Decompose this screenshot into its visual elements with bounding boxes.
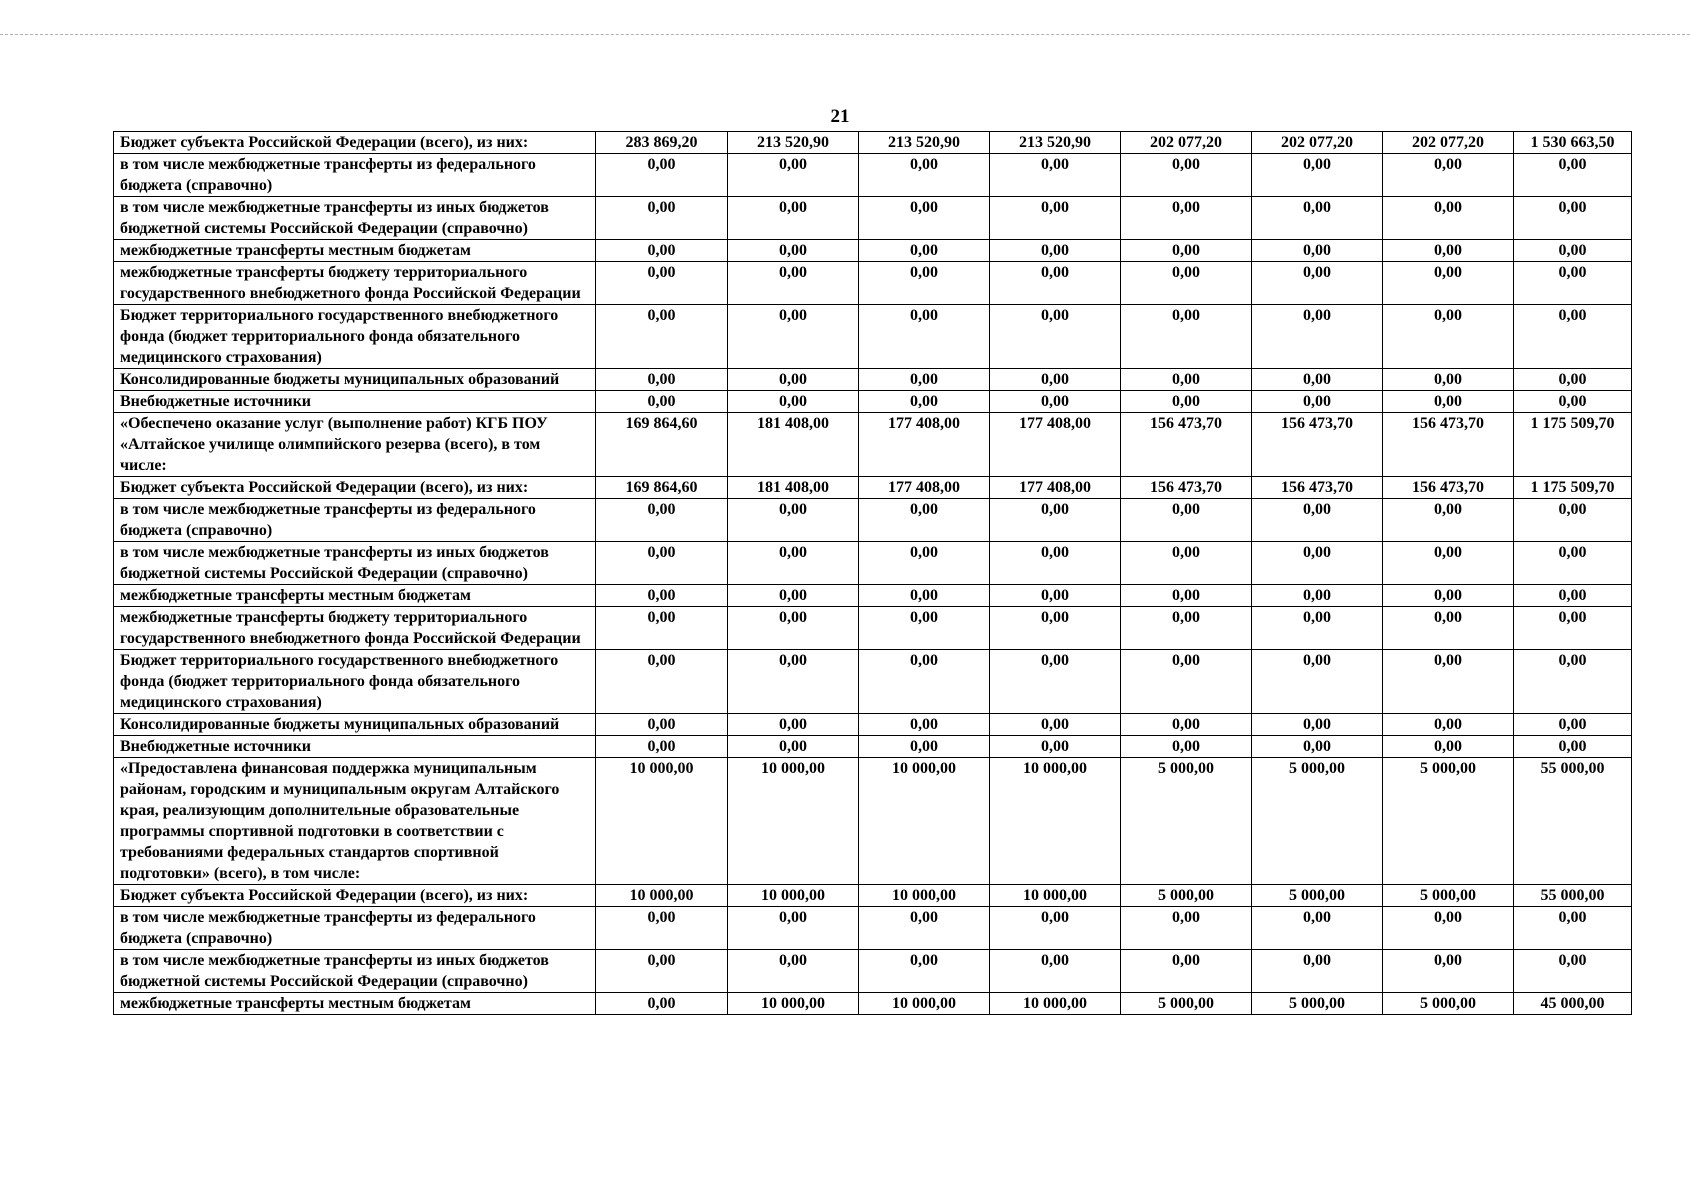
value-cell: 0,00	[728, 585, 859, 607]
value-cell: 0,00	[596, 607, 728, 650]
value-cell: 0,00	[1121, 240, 1252, 262]
value-cell: 0,00	[859, 736, 990, 758]
value-cell: 1 530 663,50	[1514, 132, 1632, 154]
value-cell: 177 408,00	[990, 477, 1121, 499]
value-cell: 5 000,00	[1252, 758, 1383, 885]
row-label: в том числе межбюджетные трансферты из иных бюджетов бюджетной системы Российской Федерации (справочно)	[114, 197, 596, 240]
value-cell: 0,00	[596, 907, 728, 950]
value-cell: 0,00	[728, 369, 859, 391]
value-cell: 0,00	[1514, 197, 1632, 240]
table-row	[114, 305, 1632, 369]
value-cell: 0,00	[596, 391, 728, 413]
value-cell: 0,00	[859, 585, 990, 607]
value-cell: 10 000,00	[859, 993, 990, 1015]
value-cell: 0,00	[728, 240, 859, 262]
value-cell: 10 000,00	[728, 993, 859, 1015]
value-cell: 0,00	[859, 262, 990, 305]
value-cell: 177 408,00	[990, 413, 1121, 477]
value-cell: 5 000,00	[1121, 993, 1252, 1015]
value-cell: 10 000,00	[728, 758, 859, 885]
value-cell: 0,00	[1514, 585, 1632, 607]
value-cell: 0,00	[596, 950, 728, 993]
table-row	[114, 262, 1632, 305]
row-label: межбюджетные трансферты бюджету территориального государственного внебюджетного фонда Российской Федерации	[114, 262, 596, 305]
value-cell: 0,00	[596, 736, 728, 758]
row-label: межбюджетные трансферты местным бюджетам	[114, 993, 596, 1015]
value-cell: 5 000,00	[1121, 758, 1252, 885]
value-cell: 213 520,90	[728, 132, 859, 154]
value-cell: 0,00	[1252, 650, 1383, 714]
table-row	[114, 585, 1632, 607]
value-cell: 10 000,00	[596, 758, 728, 885]
value-cell: 0,00	[1383, 585, 1514, 607]
value-cell: 0,00	[728, 650, 859, 714]
table-row	[114, 197, 1632, 240]
value-cell: 0,00	[1252, 305, 1383, 369]
table-row	[114, 240, 1632, 262]
row-label: межбюджетные трансферты местным бюджетам	[114, 240, 596, 262]
value-cell: 0,00	[990, 585, 1121, 607]
value-cell: 0,00	[1383, 197, 1514, 240]
row-label: Внебюджетные источники	[114, 391, 596, 413]
value-cell: 0,00	[990, 391, 1121, 413]
value-cell: 0,00	[596, 197, 728, 240]
value-cell: 0,00	[1121, 499, 1252, 542]
value-cell: 0,00	[1121, 714, 1252, 736]
value-cell: 0,00	[596, 262, 728, 305]
value-cell: 0,00	[1383, 369, 1514, 391]
value-cell: 10 000,00	[859, 885, 990, 907]
value-cell: 0,00	[1514, 607, 1632, 650]
value-cell: 0,00	[1252, 950, 1383, 993]
value-cell: 0,00	[1514, 907, 1632, 950]
value-cell: 5 000,00	[1252, 885, 1383, 907]
table-row	[114, 714, 1632, 736]
value-cell: 181 408,00	[728, 477, 859, 499]
value-cell: 0,00	[1514, 714, 1632, 736]
value-cell: 1 175 509,70	[1514, 477, 1632, 499]
value-cell: 0,00	[990, 369, 1121, 391]
row-label: «Предоставлена финансовая поддержка муниципальным районам, городским и муниципальным округам Алтайского края, реализующим дополнительные образовательные программы спортивной подготовки в соответствии с требованиями федеральных стандартов спортивной подготовки» (всего), в том числе:	[114, 758, 596, 885]
value-cell: 55 000,00	[1514, 885, 1632, 907]
value-cell: 0,00	[990, 907, 1121, 950]
value-cell: 0,00	[1383, 714, 1514, 736]
value-cell: 0,00	[596, 369, 728, 391]
table-row	[114, 154, 1632, 197]
value-cell: 0,00	[990, 714, 1121, 736]
value-cell: 0,00	[1514, 736, 1632, 758]
row-label: Бюджет субъекта Российской Федерации (всего), из них:	[114, 885, 596, 907]
row-label: Бюджет территориального государственного внебюджетного фонда (бюджет территориального фонда обязательного медицинского страхования)	[114, 650, 596, 714]
row-label: «Обеспечено оказание услуг (выполнение работ) КГБ ПОУ «Алтайское училище олимпийского резерва (всего), в том числе:	[114, 413, 596, 477]
value-cell: 0,00	[1383, 305, 1514, 369]
value-cell: 0,00	[859, 950, 990, 993]
value-cell: 0,00	[859, 197, 990, 240]
value-cell: 181 408,00	[728, 413, 859, 477]
value-cell: 0,00	[1383, 499, 1514, 542]
value-cell: 156 473,70	[1383, 413, 1514, 477]
row-label: межбюджетные трансферты местным бюджетам	[114, 585, 596, 607]
value-cell: 0,00	[1121, 262, 1252, 305]
value-cell: 0,00	[1514, 650, 1632, 714]
value-cell: 0,00	[1121, 585, 1252, 607]
value-cell: 0,00	[728, 542, 859, 585]
value-cell: 0,00	[1121, 391, 1252, 413]
table-row	[114, 993, 1632, 1015]
value-cell: 0,00	[990, 650, 1121, 714]
value-cell: 0,00	[1514, 391, 1632, 413]
value-cell: 0,00	[728, 391, 859, 413]
value-cell: 0,00	[1514, 154, 1632, 197]
value-cell: 0,00	[1514, 542, 1632, 585]
table-row	[114, 950, 1632, 993]
value-cell: 0,00	[859, 240, 990, 262]
value-cell: 0,00	[596, 650, 728, 714]
value-cell: 213 520,90	[990, 132, 1121, 154]
value-cell: 0,00	[990, 736, 1121, 758]
value-cell: 213 520,90	[859, 132, 990, 154]
value-cell: 10 000,00	[596, 885, 728, 907]
row-label: Консолидированные бюджеты муниципальных образований	[114, 369, 596, 391]
row-label: Бюджет территориального государственного внебюджетного фонда (бюджет территориального фонда обязательного медицинского страхования)	[114, 305, 596, 369]
value-cell: 0,00	[1121, 154, 1252, 197]
value-cell: 202 077,20	[1252, 132, 1383, 154]
value-cell: 0,00	[1252, 499, 1383, 542]
table-row	[114, 499, 1632, 542]
value-cell: 0,00	[859, 650, 990, 714]
value-cell: 0,00	[1252, 585, 1383, 607]
value-cell: 0,00	[1383, 154, 1514, 197]
value-cell: 0,00	[728, 736, 859, 758]
value-cell: 0,00	[1252, 736, 1383, 758]
value-cell: 0,00	[1514, 950, 1632, 993]
value-cell: 0,00	[990, 950, 1121, 993]
value-cell: 0,00	[859, 305, 990, 369]
budget-table	[113, 131, 1632, 1015]
value-cell: 0,00	[859, 499, 990, 542]
value-cell: 0,00	[1252, 542, 1383, 585]
value-cell: 5 000,00	[1121, 885, 1252, 907]
value-cell: 202 077,20	[1383, 132, 1514, 154]
value-cell: 0,00	[859, 391, 990, 413]
value-cell: 156 473,70	[1252, 413, 1383, 477]
table-row	[114, 477, 1632, 499]
row-label: межбюджетные трансферты бюджету территориального государственного внебюджетного фонда Российской Федерации	[114, 607, 596, 650]
value-cell: 0,00	[1252, 714, 1383, 736]
value-cell: 10 000,00	[990, 885, 1121, 907]
value-cell: 0,00	[990, 305, 1121, 369]
value-cell: 156 473,70	[1121, 477, 1252, 499]
value-cell: 0,00	[1514, 369, 1632, 391]
value-cell: 283 869,20	[596, 132, 728, 154]
value-cell: 10 000,00	[859, 758, 990, 885]
table-row	[114, 542, 1632, 585]
value-cell: 0,00	[1121, 907, 1252, 950]
value-cell: 0,00	[596, 305, 728, 369]
value-cell: 0,00	[1121, 197, 1252, 240]
table-row	[114, 369, 1632, 391]
value-cell: 0,00	[1121, 542, 1252, 585]
value-cell: 0,00	[990, 240, 1121, 262]
value-cell: 0,00	[728, 305, 859, 369]
value-cell: 0,00	[1383, 391, 1514, 413]
value-cell: 55 000,00	[1514, 758, 1632, 885]
table-row	[114, 607, 1632, 650]
value-cell: 0,00	[859, 714, 990, 736]
row-label: Бюджет субъекта Российской Федерации (всего), из них:	[114, 132, 596, 154]
value-cell: 10 000,00	[728, 885, 859, 907]
value-cell: 0,00	[728, 499, 859, 542]
value-cell: 202 077,20	[1121, 132, 1252, 154]
value-cell: 0,00	[596, 585, 728, 607]
value-cell: 5 000,00	[1383, 885, 1514, 907]
value-cell: 169 864,60	[596, 477, 728, 499]
value-cell: 0,00	[1121, 736, 1252, 758]
value-cell: 156 473,70	[1252, 477, 1383, 499]
value-cell: 45 000,00	[1514, 993, 1632, 1015]
value-cell: 0,00	[1514, 262, 1632, 305]
value-cell: 0,00	[1514, 499, 1632, 542]
value-cell: 0,00	[1252, 154, 1383, 197]
row-label: Бюджет субъекта Российской Федерации (всего), из них:	[114, 477, 596, 499]
value-cell: 5 000,00	[1252, 993, 1383, 1015]
table-row	[114, 650, 1632, 714]
table-row	[114, 907, 1632, 950]
value-cell: 0,00	[990, 262, 1121, 305]
value-cell: 0,00	[1383, 907, 1514, 950]
table-row	[114, 736, 1632, 758]
value-cell: 0,00	[990, 197, 1121, 240]
value-cell: 0,00	[596, 542, 728, 585]
value-cell: 0,00	[1383, 240, 1514, 262]
row-label: Консолидированные бюджеты муниципальных образований	[114, 714, 596, 736]
value-cell: 0,00	[728, 262, 859, 305]
table-row	[114, 132, 1632, 154]
value-cell: 0,00	[1121, 650, 1252, 714]
value-cell: 0,00	[1252, 262, 1383, 305]
row-label: Внебюджетные источники	[114, 736, 596, 758]
value-cell: 0,00	[596, 714, 728, 736]
table-row	[114, 885, 1632, 907]
value-cell: 10 000,00	[990, 993, 1121, 1015]
value-cell: 0,00	[990, 499, 1121, 542]
value-cell: 177 408,00	[859, 477, 990, 499]
value-cell: 156 473,70	[1121, 413, 1252, 477]
row-label: в том числе межбюджетные трансферты из федерального бюджета (справочно)	[114, 907, 596, 950]
value-cell: 0,00	[859, 154, 990, 197]
value-cell: 0,00	[596, 499, 728, 542]
value-cell: 5 000,00	[1383, 993, 1514, 1015]
value-cell: 10 000,00	[990, 758, 1121, 885]
value-cell: 0,00	[859, 369, 990, 391]
value-cell: 0,00	[1121, 369, 1252, 391]
value-cell: 0,00	[728, 154, 859, 197]
value-cell: 0,00	[990, 607, 1121, 650]
row-label: в том числе межбюджетные трансферты из федерального бюджета (справочно)	[114, 499, 596, 542]
row-label: в том числе межбюджетные трансферты из иных бюджетов бюджетной системы Российской Федерации (справочно)	[114, 950, 596, 993]
table-row	[114, 758, 1632, 885]
value-cell: 0,00	[1514, 240, 1632, 262]
value-cell: 0,00	[1383, 542, 1514, 585]
value-cell: 0,00	[1252, 369, 1383, 391]
row-label: в том числе межбюджетные трансферты из иных бюджетов бюджетной системы Российской Федерации (справочно)	[114, 542, 596, 585]
table-row	[114, 391, 1632, 413]
budget-table-body	[114, 132, 1632, 1015]
value-cell: 0,00	[1252, 391, 1383, 413]
value-cell: 0,00	[1121, 950, 1252, 993]
value-cell: 0,00	[596, 240, 728, 262]
value-cell: 5 000,00	[1383, 758, 1514, 885]
value-cell: 177 408,00	[859, 413, 990, 477]
table-row	[114, 413, 1632, 477]
value-cell: 0,00	[859, 907, 990, 950]
value-cell: 169 864,60	[596, 413, 728, 477]
value-cell: 0,00	[859, 607, 990, 650]
value-cell: 0,00	[1514, 305, 1632, 369]
value-cell: 0,00	[1383, 736, 1514, 758]
value-cell: 1 175 509,70	[1514, 413, 1632, 477]
value-cell: 0,00	[1252, 607, 1383, 650]
value-cell: 0,00	[728, 607, 859, 650]
value-cell: 0,00	[1121, 607, 1252, 650]
value-cell: 0,00	[1252, 240, 1383, 262]
value-cell: 0,00	[859, 542, 990, 585]
row-label: в том числе межбюджетные трансферты из федерального бюджета (справочно)	[114, 154, 596, 197]
value-cell: 0,00	[1383, 607, 1514, 650]
value-cell: 0,00	[728, 907, 859, 950]
value-cell: 0,00	[1383, 650, 1514, 714]
value-cell: 0,00	[728, 950, 859, 993]
value-cell: 0,00	[990, 542, 1121, 585]
value-cell: 0,00	[990, 154, 1121, 197]
value-cell: 0,00	[596, 993, 728, 1015]
scan-artifact-line	[0, 34, 1690, 35]
value-cell: 0,00	[1383, 950, 1514, 993]
value-cell: 0,00	[1121, 305, 1252, 369]
value-cell: 156 473,70	[1383, 477, 1514, 499]
value-cell: 0,00	[1383, 262, 1514, 305]
value-cell: 0,00	[1252, 197, 1383, 240]
value-cell: 0,00	[728, 714, 859, 736]
value-cell: 0,00	[728, 197, 859, 240]
value-cell: 0,00	[596, 154, 728, 197]
page-number: 21	[830, 106, 850, 127]
value-cell: 0,00	[1252, 907, 1383, 950]
